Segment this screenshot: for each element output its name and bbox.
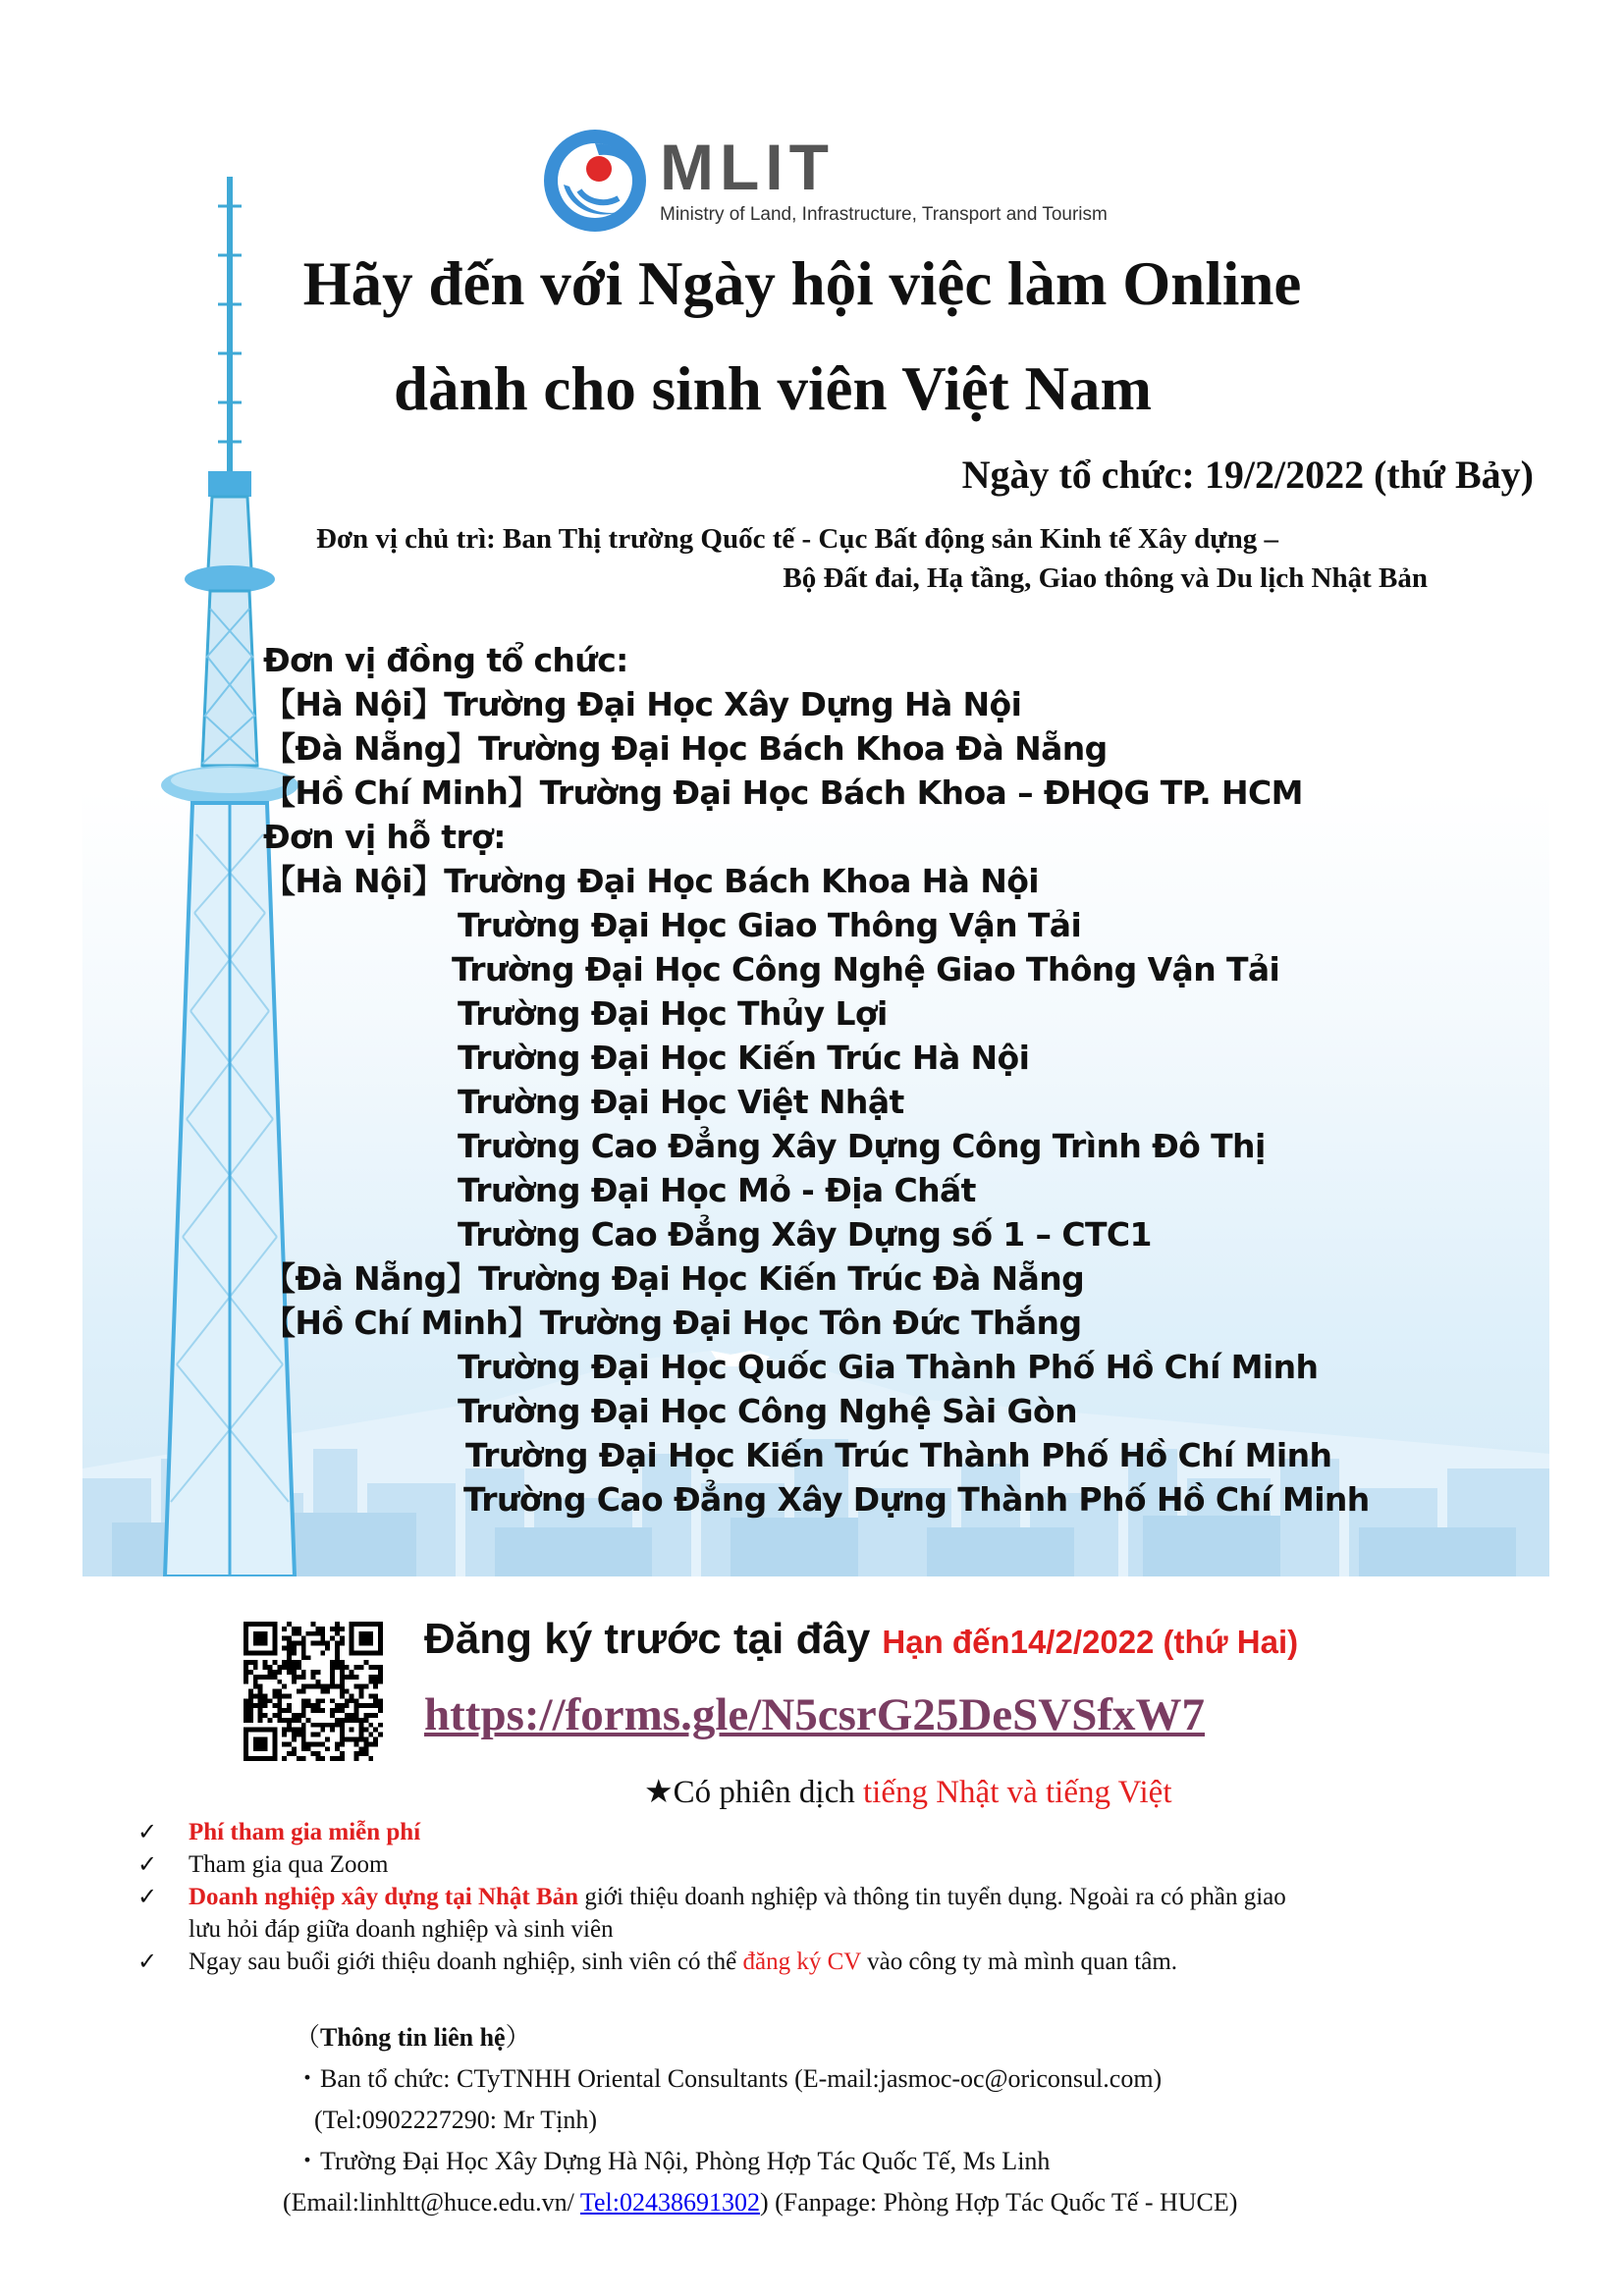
page-title-line2: dành cho sinh viên Việt Nam — [394, 354, 1152, 423]
support-item: Trường Cao Đẳng Xây Dựng Thành Phố Hồ Chí Minh — [463, 1480, 1370, 1519]
support-item: 【Đà Nẵng】Trường Đại Học Kiến Trúc Đà Nẵng — [263, 1259, 1085, 1298]
contact-phone-link[interactable]: Tel:02438691302 — [579, 2188, 760, 2216]
support-item: Trường Cao Đẳng Xây Dựng số 1 – CTC1 — [458, 1215, 1152, 1254]
contact-line: (Tel:0902227290: Mr Tịnh) — [314, 2106, 598, 2134]
co-organizer-item: 【Hồ Chí Minh】Trường Đại Học Bách Khoa – ĐHQG TP. HCM — [263, 774, 1303, 812]
contact-line: ・Trường Đại Học Xây Dựng Hà Nội, Phòng Hợp Tác Quốc Tế, Ms Linh — [295, 2147, 1051, 2175]
support-item: Trường Đại Học Công Nghệ Sài Gòn — [458, 1392, 1077, 1430]
organizer-list — [263, 638, 1370, 1522]
bullet-item — [137, 1848, 1512, 1881]
bullet-item — [137, 1946, 1512, 1978]
co-organizer-item: 【Hà Nội】Trường Đại Học Xây Dựng Hà Nội — [263, 685, 1022, 723]
bullet-companies-text-2: lưu hỏi đáp giữa doanh nghiệp và sinh viên — [189, 1916, 614, 1943]
contact-fanpage: ) (Fanpage: Phòng Hợp Tác Quốc Tế - HUCE) — [759, 2188, 1238, 2216]
contact-heading-text: Thông tin liên hệ — [320, 2023, 506, 2052]
support-heading: Đơn vị hỗ trợ: — [263, 818, 506, 856]
bullet-cv-highlight: đăng ký CV — [742, 1949, 861, 1975]
event-date: Ngày tổ chức: 19/2/2022 (thứ Bảy) — [961, 453, 1534, 497]
support-item: Trường Đại Học Công Nghệ Giao Thông Vận Tải — [452, 950, 1280, 988]
contact-line: ・Ban tổ chức: CTyTNHH Oriental Consultants (E-mail:jasmoc-oc@oriconsul.com) — [295, 2064, 1163, 2093]
checkmark-icon: ✓ — [137, 1850, 158, 1878]
bullet-companies-text: giới thiệu doanh nghiệp và thông tin tuyển dụng. Ngoài ra có phần giao — [578, 1884, 1286, 1910]
support-item: Trường Đại Học Giao Thông Vận Tải — [458, 906, 1082, 944]
mlit-wordmark: MLIT — [660, 131, 835, 203]
bullet-zoom: Tham gia qua Zoom — [189, 1851, 389, 1878]
page-title-line1: Hãy đến với Ngày hội việc làm Online — [302, 249, 1302, 318]
host-line2: Bộ Đất đai, Hạ tầng, Giao thông và Du lịch Nhật Bản — [783, 562, 1428, 594]
support-item: Trường Đại Học Thủy Lợi — [458, 994, 888, 1033]
contact-line — [283, 2182, 1237, 2223]
checkmark-icon: ✓ — [137, 1948, 158, 1975]
contact-email: (Email:linhltt@huce.edu.vn/ — [283, 2188, 580, 2216]
bullet-item — [137, 1881, 1512, 1946]
support-item: Trường Đại Học Quốc Gia Thành Phố Hồ Chí Minh — [458, 1348, 1319, 1386]
bullet-companies-highlight: Doanh nghiệp xây dựng tại Nhật Bản — [189, 1884, 579, 1910]
interpretation-languages: tiếng Nhật và tiếng Việt — [862, 1775, 1172, 1810]
registration-deadline: Hạn đến14/2/2022 (thứ Hai) — [882, 1624, 1299, 1660]
registration-heading — [424, 1615, 1298, 1664]
bullet-item — [137, 1816, 1512, 1848]
support-item: Trường Đại Học Việt Nhật — [458, 1083, 904, 1121]
co-organizer-heading: Đơn vị đồng tổ chức: — [263, 641, 628, 679]
contact-heading — [295, 2017, 1237, 2058]
checkmark-icon: ✓ — [137, 1883, 158, 1910]
checkmark-icon: ✓ — [137, 1818, 158, 1845]
contact-info — [283, 2017, 1238, 2223]
registration-label: Đăng ký trước tại đây — [424, 1615, 871, 1663]
support-item: 【Hà Nội】Trường Đại Học Bách Khoa Hà Nội — [263, 862, 1039, 900]
support-item: Trường Đại Học Mỏ - Địa Chất — [458, 1171, 976, 1209]
contact-heading-paren: ） — [505, 2023, 531, 2052]
interpretation-note — [644, 1772, 1171, 1811]
bullet-free-fee: Phí tham gia miễn phí — [189, 1819, 421, 1845]
qr-code[interactable] — [244, 1622, 383, 1761]
registration-link[interactable]: https://forms.gle/N5csrG25DeSVSfxW7 — [424, 1689, 1206, 1740]
support-item: Trường Cao Đẳng Xây Dựng Công Trình Đô Thị — [458, 1127, 1266, 1165]
mlit-subtitle: Ministry of Land, Infrastructure, Transport and Tourism — [660, 204, 1108, 225]
info-bullet-list — [137, 1816, 1512, 1978]
bullet-cv-text: Ngay sau buổi giới thiệu doanh nghiệp, sinh viên có thể — [189, 1949, 743, 1975]
contact-heading-paren: （ — [295, 2023, 321, 2052]
support-item: Trường Đại Học Kiến Trúc Hà Nội — [458, 1039, 1030, 1077]
mlit-logo — [540, 126, 1108, 241]
bullet-cv-text-2: vào công ty mà mình quan tâm. — [860, 1949, 1178, 1975]
co-organizer-item: 【Đà Nẵng】Trường Đại Học Bách Khoa Đà Nẵng — [263, 729, 1108, 768]
support-item: 【Hồ Chí Minh】Trường Đại Học Tôn Đức Thắng — [263, 1304, 1082, 1342]
interpretation-prefix: ★Có phiên dịch — [644, 1775, 863, 1810]
mlit-emblem-icon — [540, 126, 650, 236]
support-item: Trường Đại Học Kiến Trúc Thành Phố Hồ Chí Minh — [465, 1436, 1332, 1474]
host-line1: Đơn vị chủ trì: Ban Thị trường Quốc tế - Cục Bất động sản Kinh tế Xây dựng – — [316, 523, 1279, 555]
